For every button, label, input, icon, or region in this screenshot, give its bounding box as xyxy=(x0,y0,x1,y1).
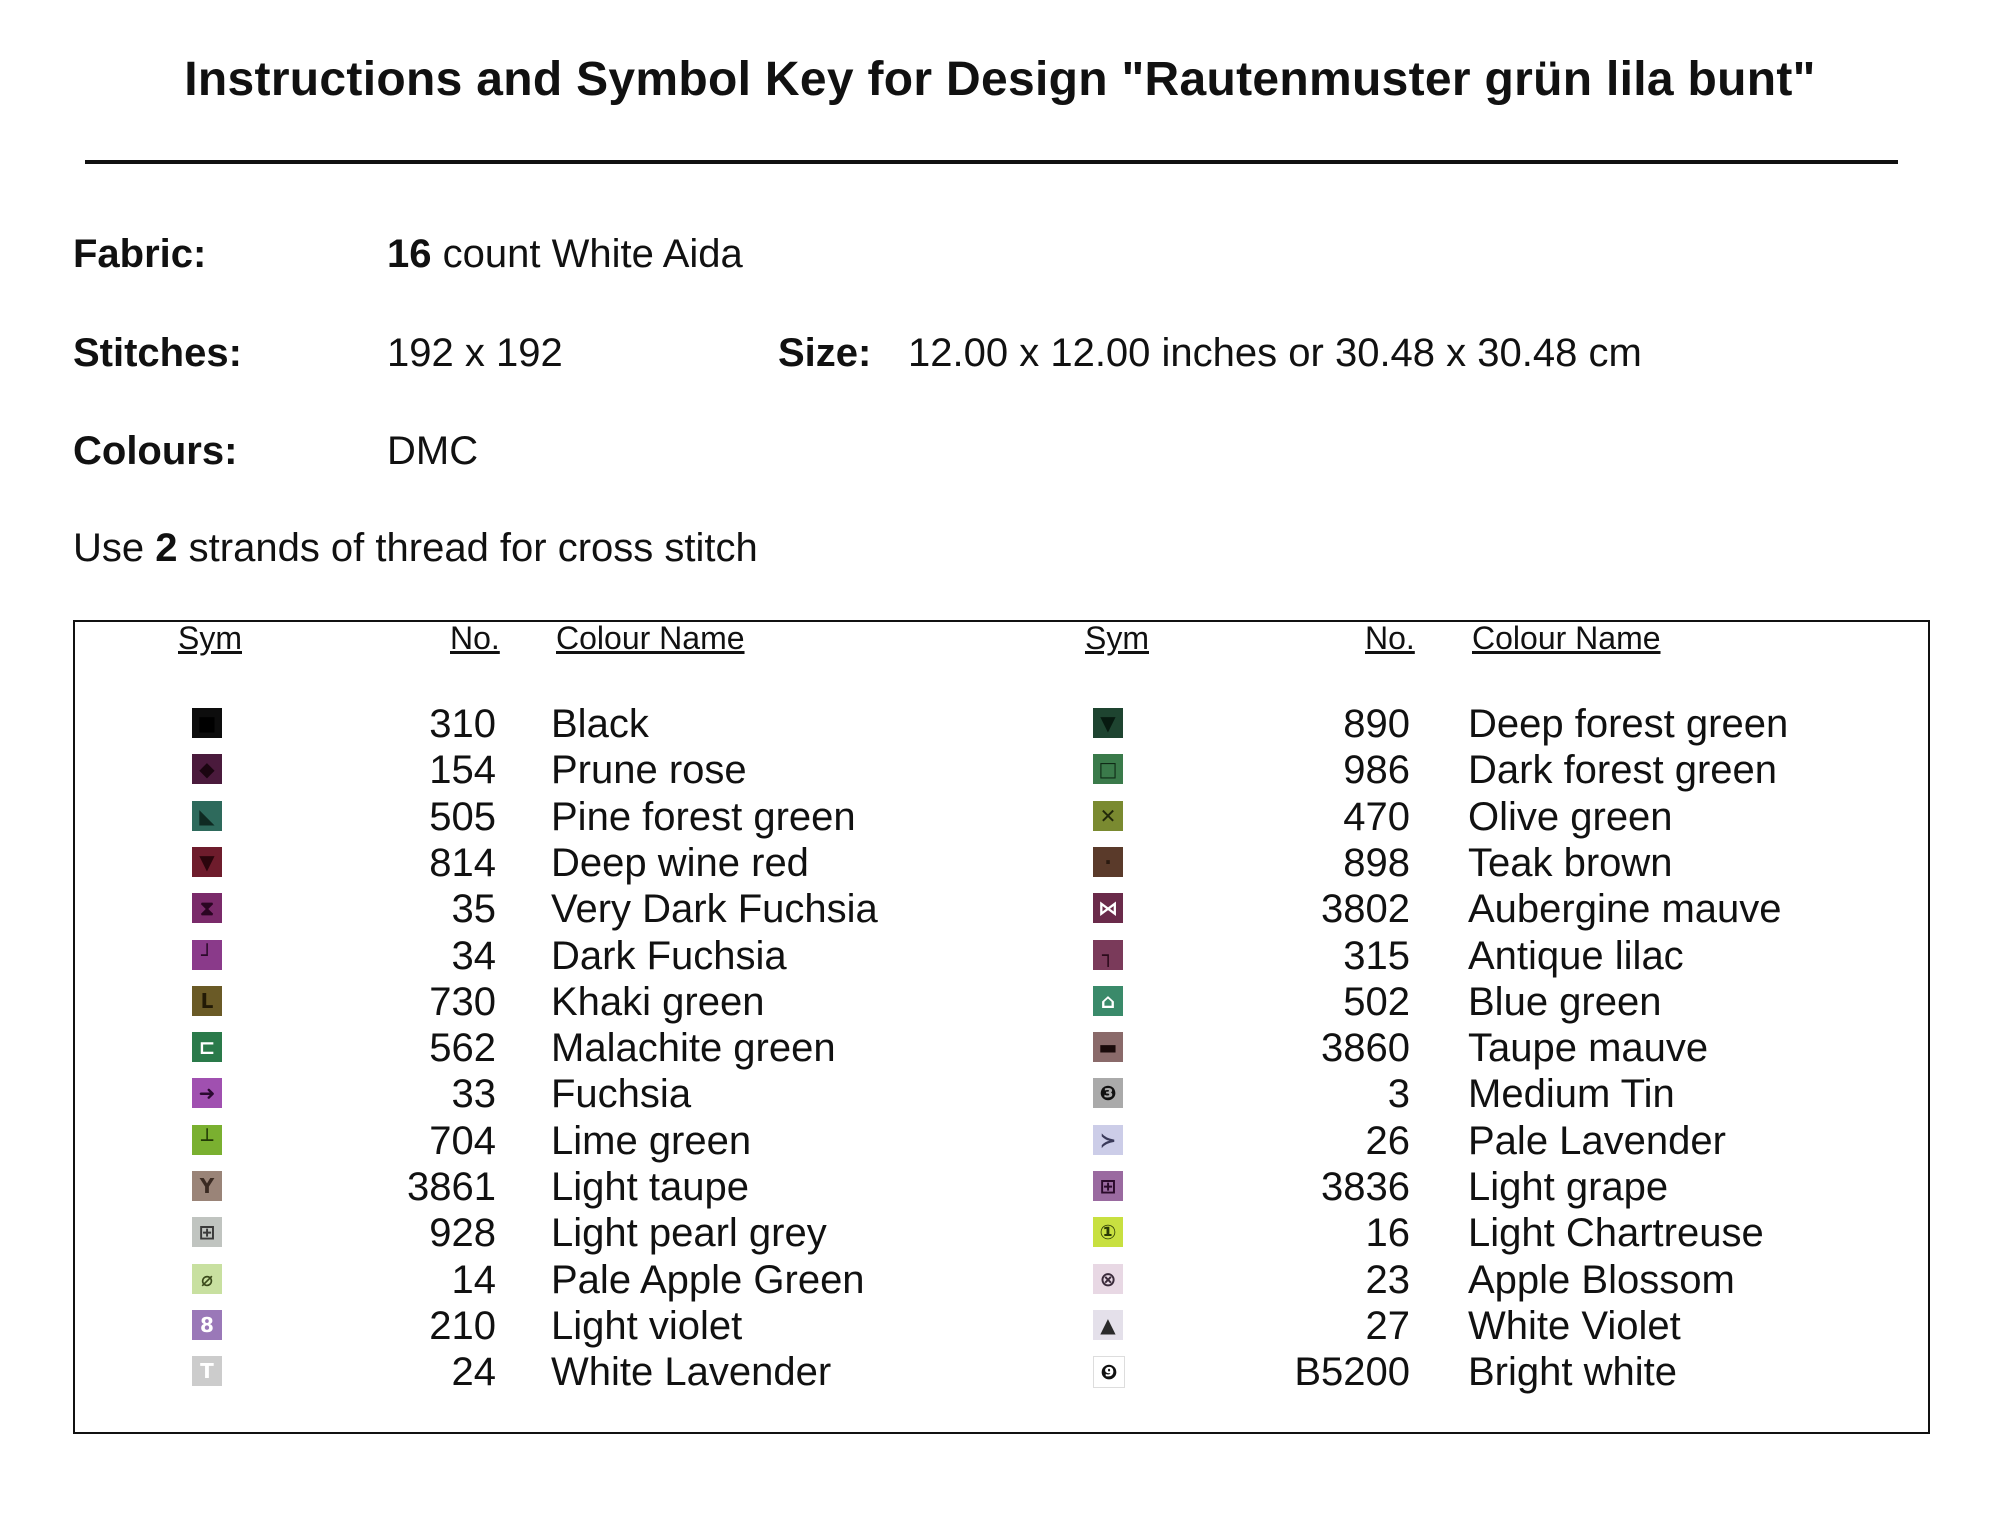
symbol-swatch-icon: ⋈ xyxy=(1093,893,1123,923)
colour-name: Very Dark Fuchsia xyxy=(551,887,878,932)
key-row xyxy=(0,841,2000,887)
key-row xyxy=(0,980,2000,1026)
colour-name: Apple Blossom xyxy=(1468,1257,1735,1302)
dmc-number: 3836 xyxy=(1321,1165,1410,1209)
colour-name: Black xyxy=(551,702,649,746)
colour-name: Olive green xyxy=(1468,794,1673,839)
strands-suffix: strands of thread for cross stitch xyxy=(188,526,758,570)
header-sym-left: Sym xyxy=(178,620,242,656)
key-row xyxy=(0,887,2000,933)
symbol-swatch-icon: ⊏ xyxy=(192,1032,222,1062)
dmc-number: 814 xyxy=(429,840,496,885)
key-row xyxy=(0,1072,2000,1118)
symbol-swatch-icon: ▼ xyxy=(1093,708,1123,738)
colour-name: Malachite green xyxy=(551,1026,836,1071)
colour-name: Aubergine mauve xyxy=(1468,887,1782,932)
header-name-right: Colour Name xyxy=(1472,620,1661,656)
key-row xyxy=(0,1211,2000,1257)
colour-name: Light Chartreuse xyxy=(1468,1211,1764,1256)
header-no-left: No. xyxy=(450,620,500,656)
dmc-number: 730 xyxy=(429,979,496,1024)
colour-name: Dark Fuchsia xyxy=(551,933,787,978)
colour-name: Bright white xyxy=(1468,1350,1677,1395)
header-no-right: No. xyxy=(1365,620,1415,656)
header-sym-right: Sym xyxy=(1085,620,1149,656)
colour-name: Dark forest green xyxy=(1468,748,1778,793)
colour-name: Pale Apple Green xyxy=(551,1257,865,1302)
dmc-number: 562 xyxy=(429,1026,496,1071)
symbol-swatch-icon: ① xyxy=(1093,1217,1123,1247)
dmc-number: 928 xyxy=(429,1211,496,1256)
colour-name: Taupe mauve xyxy=(1468,1026,1709,1071)
colour-name: Khaki green xyxy=(551,979,765,1024)
size-label: Size: xyxy=(778,331,872,375)
symbol-swatch-icon: ➜ xyxy=(192,1078,222,1108)
key-row xyxy=(0,1350,2000,1396)
key-row xyxy=(0,1258,2000,1304)
key-row xyxy=(0,1165,2000,1211)
dmc-number: 154 xyxy=(429,748,496,793)
colour-name: Blue green xyxy=(1468,979,1662,1024)
colours-label: Colours: xyxy=(73,429,238,473)
colour-name: Deep forest green xyxy=(1468,702,1789,746)
title-divider xyxy=(85,160,1898,164)
fabric-value xyxy=(387,232,743,277)
dmc-number: 16 xyxy=(1365,1211,1410,1256)
dmc-number: 986 xyxy=(1343,748,1410,793)
strands-note xyxy=(73,526,758,571)
symbol-swatch-icon: ┘ xyxy=(192,940,222,970)
dmc-number: 3860 xyxy=(1321,1026,1410,1071)
dmc-number: 898 xyxy=(1343,840,1410,885)
symbol-swatch-icon: ⊞ xyxy=(1093,1171,1123,1201)
header-name-left: Colour Name xyxy=(556,620,745,656)
symbol-swatch-icon: ▲ xyxy=(1093,1310,1123,1340)
dmc-number: 505 xyxy=(429,794,496,839)
symbol-swatch-icon: L xyxy=(192,986,222,1016)
symbol-swatch-icon: ◆ xyxy=(192,754,222,784)
dmc-number: 33 xyxy=(451,1072,496,1117)
strands-count: 2 xyxy=(155,526,178,570)
symbol-swatch-icon: ❾ xyxy=(1093,1356,1125,1388)
symbol-swatch-icon: ❸ xyxy=(1093,1078,1123,1108)
dmc-number: 704 xyxy=(429,1118,496,1163)
colour-name: Teak brown xyxy=(1468,840,1673,885)
symbol-swatch-icon: ▬ xyxy=(1093,1032,1123,1062)
fabric-text: count White Aida xyxy=(442,232,743,276)
dmc-number: 210 xyxy=(429,1303,496,1348)
symbol-swatch-icon: · xyxy=(1093,847,1123,877)
dmc-number: 310 xyxy=(429,702,496,746)
dmc-number: 23 xyxy=(1365,1257,1410,1302)
key-row xyxy=(0,1026,2000,1072)
stitches-label: Stitches: xyxy=(73,331,242,375)
symbol-swatch-icon: ⊗ xyxy=(1093,1264,1123,1294)
colour-name: Light pearl grey xyxy=(551,1211,827,1256)
dmc-number: 502 xyxy=(1343,979,1410,1024)
dmc-number: 24 xyxy=(451,1350,496,1395)
symbol-swatch-icon: ⊞ xyxy=(192,1217,222,1247)
symbol-swatch-icon: ◣ xyxy=(192,801,222,831)
dmc-number: 14 xyxy=(451,1257,496,1302)
symbol-swatch-icon: ⌂ xyxy=(1093,986,1123,1016)
colour-name: Deep wine red xyxy=(551,840,809,885)
stitches-value: 192 x 192 xyxy=(387,331,563,375)
strands-prefix: Use xyxy=(73,526,145,570)
key-row xyxy=(0,702,2000,748)
dmc-number: 470 xyxy=(1343,794,1410,839)
colour-name: Light violet xyxy=(551,1303,743,1348)
dmc-number: 35 xyxy=(451,887,496,932)
colour-name: Lime green xyxy=(551,1118,752,1163)
colour-name: Antique lilac xyxy=(1468,933,1684,978)
symbol-swatch-icon: ┐ xyxy=(1093,940,1123,970)
key-row xyxy=(0,1304,2000,1350)
symbol-swatch-icon: □ xyxy=(1093,754,1123,784)
dmc-number: 890 xyxy=(1343,702,1410,746)
fabric-count: 16 xyxy=(387,232,432,276)
colour-name: Light taupe xyxy=(551,1165,749,1209)
symbol-swatch-icon: ■ xyxy=(192,708,222,738)
symbol-swatch-icon: T xyxy=(192,1356,222,1386)
key-row xyxy=(0,934,2000,980)
colour-name: White Lavender xyxy=(551,1350,832,1395)
dmc-number: 3802 xyxy=(1321,887,1410,932)
symbol-swatch-icon: ⧗ xyxy=(192,893,222,923)
colour-name: White Violet xyxy=(1468,1303,1681,1348)
key-row xyxy=(0,748,2000,794)
colour-name: Pine forest green xyxy=(551,794,856,839)
dmc-number: 3861 xyxy=(407,1165,496,1209)
symbol-swatch-icon: ≻ xyxy=(1093,1125,1123,1155)
symbol-swatch-icon: ✕ xyxy=(1093,801,1123,831)
colour-name: Pale Lavender xyxy=(1468,1118,1726,1163)
colour-name: Medium Tin xyxy=(1468,1072,1675,1117)
dmc-number: 315 xyxy=(1343,933,1410,978)
dmc-number: 26 xyxy=(1365,1118,1410,1163)
symbol-swatch-icon: ┴ xyxy=(192,1125,222,1155)
key-row xyxy=(0,795,2000,841)
symbol-swatch-icon: ▼ xyxy=(192,847,222,877)
colour-name: Light grape xyxy=(1468,1165,1669,1209)
symbol-swatch-icon: ⌀ xyxy=(192,1264,222,1294)
size-value: 12.00 x 12.00 inches or 30.48 x 30.48 cm xyxy=(908,331,1642,375)
colour-name: Prune rose xyxy=(551,748,747,793)
page-title: Instructions and Symbol Key for Design "Rautenmuster grün lila bunt" xyxy=(184,53,1816,106)
symbol-swatch-icon: Y xyxy=(192,1171,222,1201)
colours-value: DMC xyxy=(387,429,479,473)
dmc-number: 34 xyxy=(451,933,496,978)
dmc-number: 27 xyxy=(1365,1303,1410,1348)
key-row xyxy=(0,1119,2000,1165)
dmc-number: B5200 xyxy=(1294,1350,1410,1395)
symbol-swatch-icon: 8 xyxy=(192,1310,222,1340)
fabric-label: Fabric: xyxy=(73,232,207,276)
colour-name: Fuchsia xyxy=(551,1072,692,1117)
dmc-number: 3 xyxy=(1387,1072,1410,1117)
